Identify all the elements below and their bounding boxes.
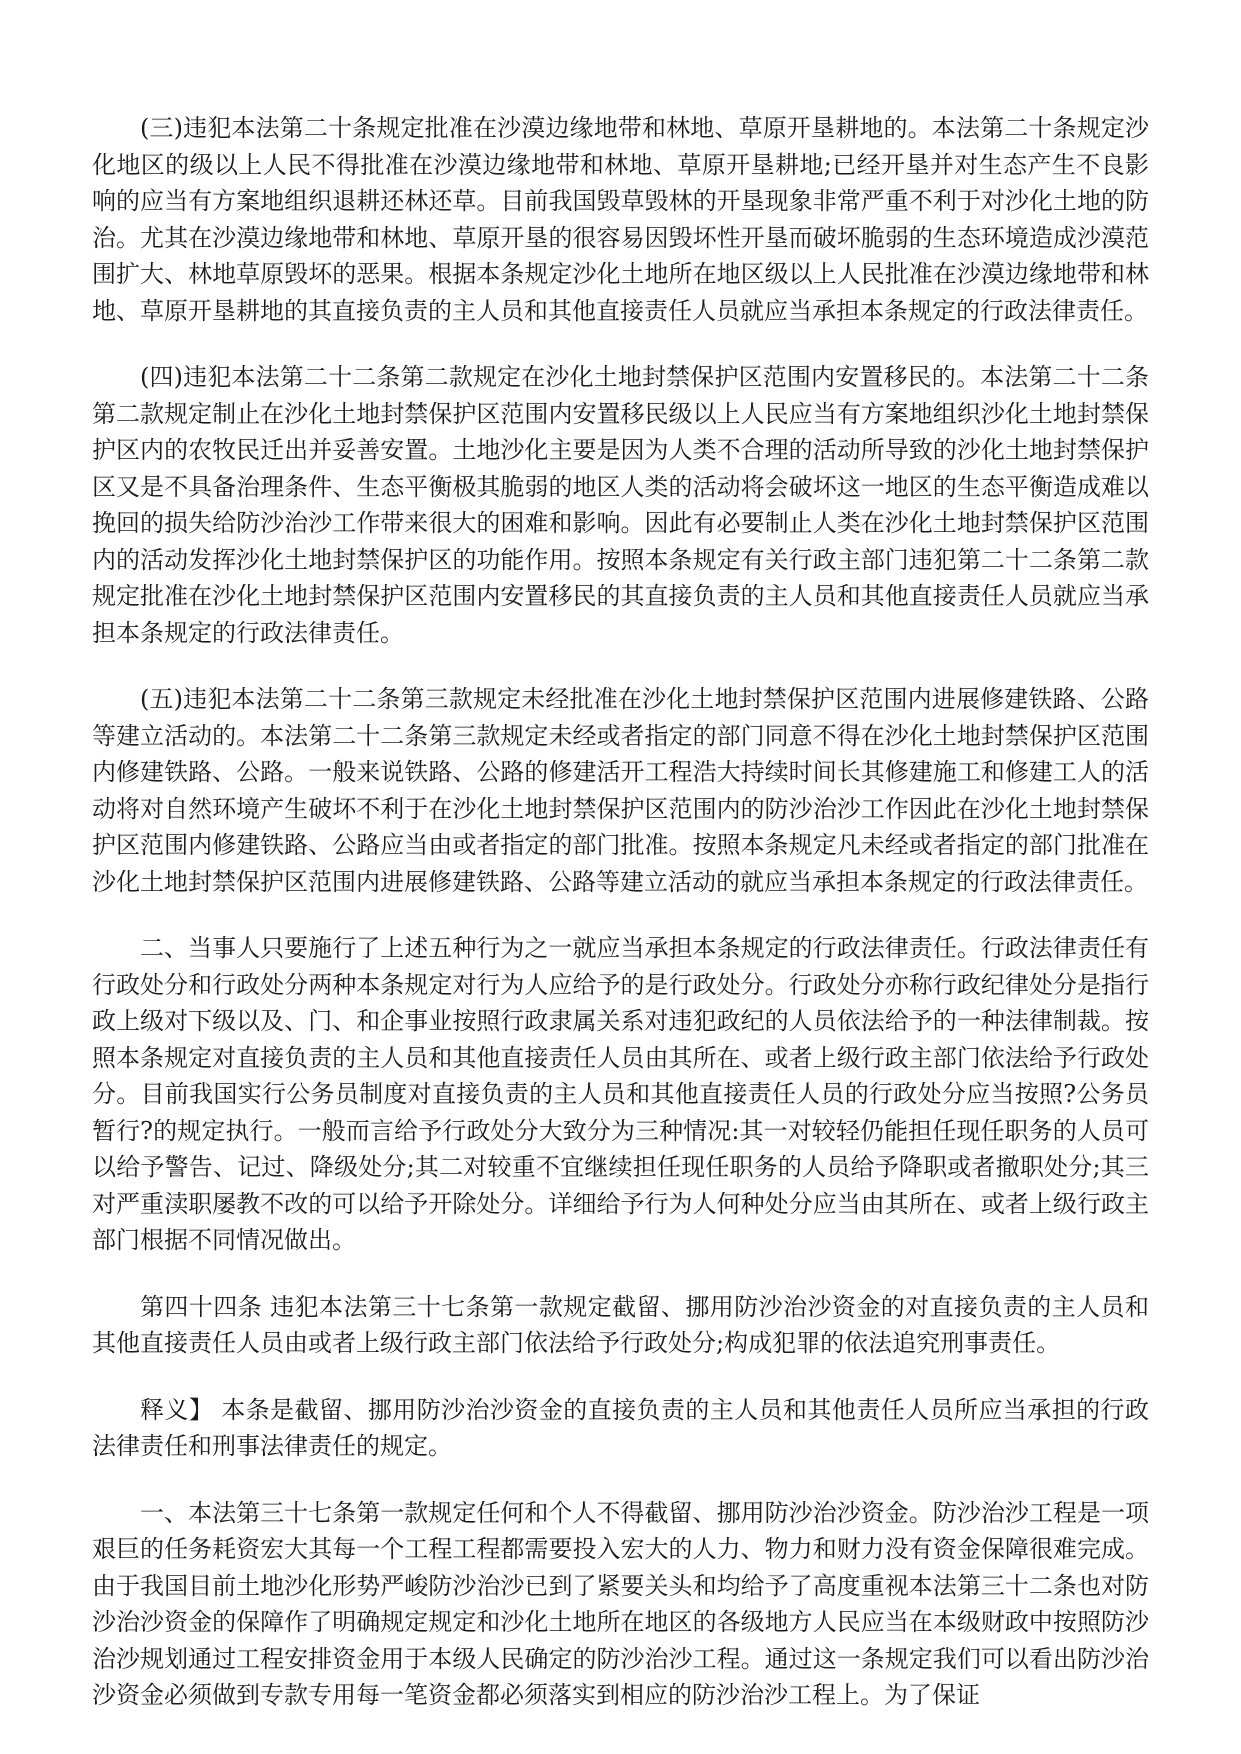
article-44: 第四十四条 违犯本法第三十七条第一款规定截留、挪用防沙治沙资金的对直接负责的主人员和其他直接责任人员由或者上级行政主部门依法给予行政处分;构成犯罪的依法追究刑事责任。 [92,1292,1149,1357]
paragraph-section-two: 二、当事人只要施行了上述五种行为之一就应当承担本条规定的行政法律责任。行政法律责任有行政处分和行政处分两种本条规定对行为人应给予的是行政处分。行政处分亦称行政纪律处分是指行政上级对下级以及、门、和企事业按照行政隶属关系对违犯政纪的人员依法给予的一种法律制裁。按照本条规定对直接负责的主人员和其他直接责任人员由其所在、或者上级行政主部门依法给予行政处分。目前我国实行公务员制度对直接负责的主人员和其他直接责任人员的行政处分应当按照?公务员暂行?的规定执行。一般而言给予行政处分大致分为三种情况:其一对较轻仍能担任现任职务的人员可以给予警告、记过、降级处分;其二对较重不宜继续担任现任职务的人员给予降职或者撤职处分;其三对严重渎职屡教不改的可以给予开除处分。详细给予行为人何种处分应当由其所在、或者上级行政主部门根据不同情况做出。 [92,934,1149,1254]
paragraph-4: (四)违犯本法第二十二条第二款规定在沙化土地封禁保护区范围内安置移民的。本法第二十二条第二款规定制止在沙化土地封禁保护区范围内安置移民级以上人民应当有方案地组织沙化土地封禁保护区内的农牧民迁出并妥善安置。土地沙化主要是因为人类不合理的活动所导致的沙化土地封禁保护区又是不具备治理条件、生态平衡极其脆弱的地区人类的活动将会破坏这一地区的生态平衡造成难以挽回的损失给防沙治沙工作带来很大的困难和影响。因此有必要制止人类在沙化土地封禁保护区范围内的活动发挥沙化土地封禁保护区的功能作用。按照本条规定有关行政主部门违犯第二十二条第二款规定批准在沙化土地封禁保护区范围内安置移民的其直接负责的主人员和其他直接责任人员就应当承担本条规定的行政法律责任。 [92,363,1149,647]
document-page [92,110,1149,1744]
paragraph-3: (三)违犯本法第二十条规定批准在沙漠边缘地带和林地、草原开垦耕地的。本法第二十条规定沙化地区的级以上人民不得批准在沙漠边缘地带和林地、草原开垦耕地;已经开垦并对生态产生不良影响的应当有方案地组织退耕还林还草。目前我国毁草毁林的开垦现象非常严重不利于对沙化土地的防治。尤其在沙漠边缘地带和林地、草原开垦的很容易因毁坏性开垦而破坏脆弱的生态环境造成沙漠范围扩大、林地草原毁坏的恶果。根据本条规定沙化土地所在地区级以上人民批准在沙漠边缘地带和林地、草原开垦耕地的其直接负责的主人员和其他直接责任人员就应当承担本条规定的行政法律责任。 [92,114,1149,325]
interpretation-paragraph: 释义】 本条是截留、挪用防沙治沙资金的直接负责的主人员和其他责任人员所应当承担的行政法律责任和刑事法律责任的规定。 [92,1395,1149,1460]
paragraph-5: (五)违犯本法第二十二条第三款规定未经批准在沙化土地封禁保护区范围内进展修建铁路、公路等建立活动的。本法第二十二条第三款规定未经或者指定的部门同意不得在沙化土地封禁保护区范围内修建铁路、公路。一般来说铁路、公路的修建活开工程浩大持续时间长其修建施工和修建工人的活动将对自然环境产生破坏不利于在沙化土地封禁保护区范围内的防沙治沙工作因此在沙化土地封禁保护区范围内修建铁路、公路应当由或者指定的部门批准。按照本条规定凡未经或者指定的部门批准在沙化土地封禁保护区范围内进展修建铁路、公路等建立活动的就应当承担本条规定的行政法律责任。 [92,685,1149,896]
paragraph-section-one: 一、本法第三十七条第一款规定任何和个人不得截留、挪用防沙治沙资金。防沙治沙工程是一项艰巨的任务耗资宏大其每一个工程工程都需要投入宏大的人力、物力和财力没有资金保障很难完成。由于我国目前土地沙化形势严峻防沙治沙已到了紧要关头和均给予了高度重视本法第三十二条也对防沙治沙资金的保障作了明确规定规定和沙化土地所在地区的各级地方人民应当在本级财政中按照防沙治沙规划通过工程安排资金用于本级人民确定的防沙治沙工程。通过这一条规定我们可以看出防沙治沙资金必须做到专款专用每一笔资金都必须落实到相应的防沙治沙工程上。为了保证 [92,1498,1149,1709]
